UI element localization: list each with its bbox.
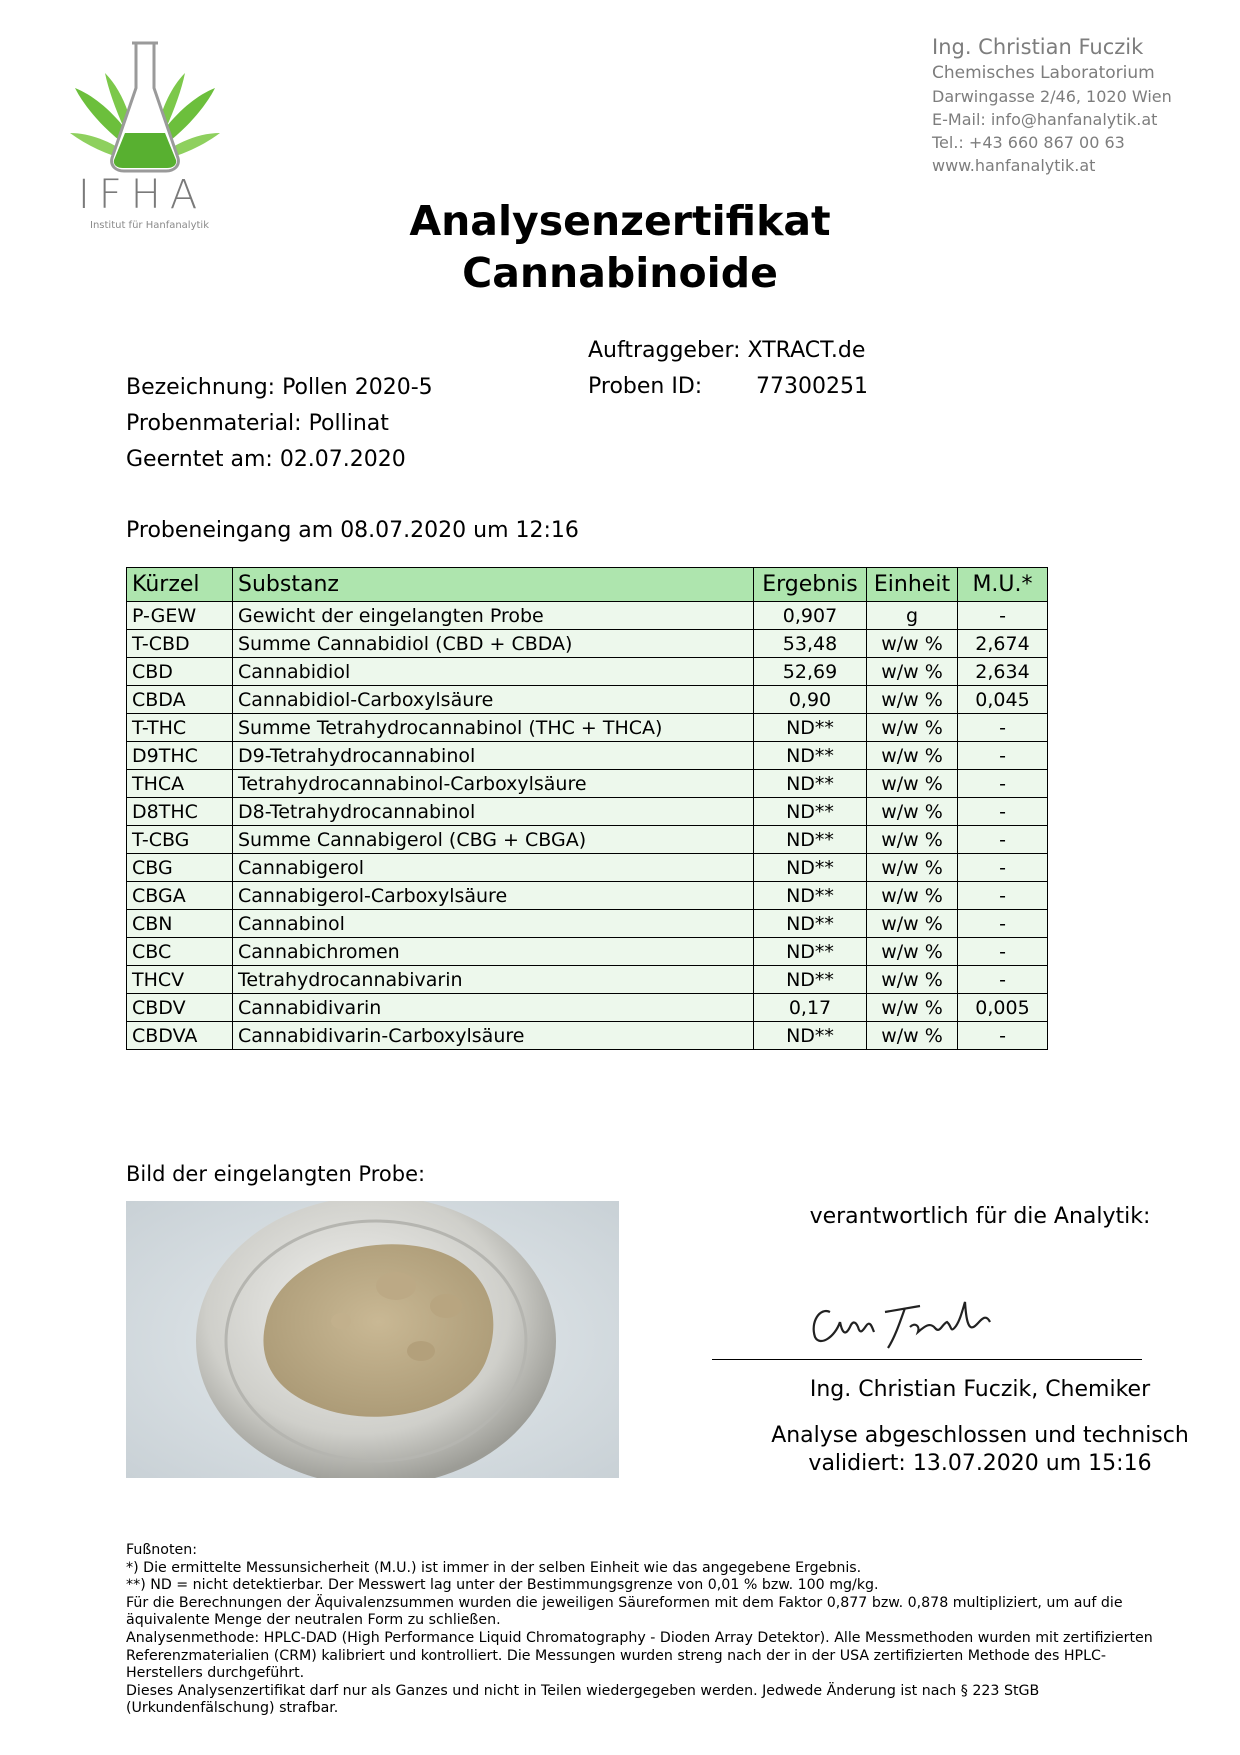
cell-einheit: w/w % bbox=[867, 910, 958, 938]
cell-kuerzel: CBDA bbox=[127, 686, 233, 714]
footnote: Für die Berechnungen der Äquivalenzsummen wurden die jeweiligen Säureformen mit dem Faktor 0,877 bzw. 0,878 multipliziert, um auf die äquivalente Menge der neutralen Form zu schließen. bbox=[126, 1594, 1123, 1629]
cell-kuerzel: T-THC bbox=[127, 714, 233, 742]
cell-substanz: D8-Tetrahydrocannabinol bbox=[233, 798, 754, 826]
client-info bbox=[588, 333, 868, 405]
table-row bbox=[127, 714, 1048, 742]
cell-substanz: Cannabidivarin-Carboxylsäure bbox=[233, 1022, 754, 1050]
responsible-label: verantwortlich für die Analytik: bbox=[809, 1204, 1151, 1229]
table-row bbox=[127, 630, 1048, 658]
sample-designation: Bezeichnung: Pollen 2020-5 bbox=[126, 375, 433, 400]
cell-ergebnis: ND** bbox=[754, 966, 867, 994]
cell-substanz: Cannabinol bbox=[233, 910, 754, 938]
table-row bbox=[127, 770, 1048, 798]
cell-substanz: Tetrahydrocannabivarin bbox=[233, 966, 754, 994]
table-row bbox=[127, 854, 1048, 882]
signer-name: Ing. Christian Fuczik, Chemiker bbox=[809, 1377, 1151, 1402]
table-header-row bbox=[127, 568, 1048, 602]
cell-mu: 2,634 bbox=[958, 658, 1048, 686]
cell-mu: - bbox=[958, 770, 1048, 798]
cell-mu: - bbox=[958, 826, 1048, 854]
logo-subtitle: Institut für Hanfanalytik bbox=[90, 220, 209, 231]
cell-einheit: w/w % bbox=[867, 938, 958, 966]
cell-substanz: Gewicht der eingelangten Probe bbox=[233, 602, 754, 630]
cell-mu: - bbox=[958, 854, 1048, 882]
cell-kuerzel: CBC bbox=[127, 938, 233, 966]
footnotes bbox=[126, 1542, 1166, 1718]
cell-kuerzel: CBD bbox=[127, 658, 233, 686]
cell-ergebnis: ND** bbox=[754, 882, 867, 910]
cell-einheit: w/w % bbox=[867, 854, 958, 882]
cell-mu: - bbox=[958, 602, 1048, 630]
cell-ergebnis: ND** bbox=[754, 854, 867, 882]
cell-kuerzel: T-CBG bbox=[127, 826, 233, 854]
cell-mu: 0,045 bbox=[958, 686, 1048, 714]
cell-kuerzel: THCA bbox=[127, 770, 233, 798]
table-row bbox=[127, 882, 1048, 910]
cell-ergebnis: 0,17 bbox=[754, 994, 867, 1022]
cell-ergebnis: ND** bbox=[754, 742, 867, 770]
cell-ergebnis: 0,907 bbox=[754, 602, 867, 630]
cell-ergebnis: ND** bbox=[754, 770, 867, 798]
cell-einheit: w/w % bbox=[867, 686, 958, 714]
cell-ergebnis: ND** bbox=[754, 826, 867, 854]
table-row bbox=[127, 602, 1048, 630]
title-line-1: Analysenzertifikat bbox=[409, 197, 831, 245]
cell-mu: - bbox=[958, 714, 1048, 742]
cell-mu: - bbox=[958, 938, 1048, 966]
cell-kuerzel: CBDVA bbox=[127, 1022, 233, 1050]
sample-info bbox=[126, 370, 433, 478]
table-row bbox=[127, 994, 1048, 1022]
table-row bbox=[127, 798, 1048, 826]
cell-substanz: D9-Tetrahydrocannabinol bbox=[233, 742, 754, 770]
cell-mu: - bbox=[958, 742, 1048, 770]
cell-einheit: w/w % bbox=[867, 882, 958, 910]
header-einheit: Einheit bbox=[867, 568, 958, 602]
cell-einheit: g bbox=[867, 602, 958, 630]
cell-kuerzel: CBDV bbox=[127, 994, 233, 1022]
table-row bbox=[127, 658, 1048, 686]
cell-kuerzel: D8THC bbox=[127, 798, 233, 826]
table-row bbox=[127, 826, 1048, 854]
client-label: Auftraggeber: bbox=[588, 338, 741, 363]
cell-mu: - bbox=[958, 1022, 1048, 1050]
table-row bbox=[127, 1022, 1048, 1050]
cell-einheit: w/w % bbox=[867, 826, 958, 854]
page-title bbox=[0, 195, 1240, 299]
cell-mu: - bbox=[958, 966, 1048, 994]
cell-ergebnis: ND** bbox=[754, 938, 867, 966]
cell-substanz: Summe Cannabigerol (CBG + CBGA) bbox=[233, 826, 754, 854]
cell-ergebnis: ND** bbox=[754, 714, 867, 742]
cell-substanz: Cannabidiol-Carboxylsäure bbox=[233, 686, 754, 714]
sample-harvest-date: Geerntet am: 02.07.2020 bbox=[126, 447, 406, 472]
sample-photo bbox=[126, 1201, 619, 1478]
cell-substanz: Cannabigerol-Carboxylsäure bbox=[233, 882, 754, 910]
cell-einheit: w/w % bbox=[867, 630, 958, 658]
signature-line bbox=[712, 1359, 1142, 1360]
footnote: Dieses Analysenzertifikat darf nur als Ganzes und nicht in Teilen wiedergegeben werden. Jedwede Änderung ist nach § 223 StGB (Urkundenfälschung) strafbar. bbox=[126, 1682, 1040, 1717]
footnote: *) Die ermittelte Messunsicherheit (M.U.) ist immer in der selben Einheit wie das angegebene Ergebnis. bbox=[126, 1559, 862, 1576]
cell-mu: - bbox=[958, 910, 1048, 938]
validation-line-1: Analyse abgeschlossen und technisch bbox=[771, 1423, 1189, 1448]
footnote: Fußnoten: bbox=[126, 1542, 198, 1558]
cell-ergebnis: ND** bbox=[754, 798, 867, 826]
sample-material: Probenmaterial: Pollinat bbox=[126, 411, 389, 436]
cell-einheit: w/w % bbox=[867, 1022, 958, 1050]
cell-kuerzel: CBGA bbox=[127, 882, 233, 910]
header-mu: M.U.* bbox=[958, 568, 1048, 602]
header-substanz: Substanz bbox=[233, 568, 754, 602]
cell-kuerzel: P-GEW bbox=[127, 602, 233, 630]
results-table bbox=[126, 567, 1048, 1050]
cell-einheit: w/w % bbox=[867, 714, 958, 742]
table-body bbox=[127, 602, 1048, 1050]
footnote: Analysenmethode: HPLC-DAD (High Performance Liquid Chromatography - Dioden Array Detektor). Alle Messmethoden wurden mit zertifizierten Referenzmaterialien (CRM) kalibriert und kontrolliert. Die Messungen wurden streng nach der in der USA zertifizierten Methode des HPLC-Herstellers durchgeführt. bbox=[126, 1629, 1153, 1682]
cell-einheit: w/w % bbox=[867, 798, 958, 826]
validation-statement bbox=[700, 1422, 1240, 1478]
cell-kuerzel: T-CBD bbox=[127, 630, 233, 658]
cell-substanz: Tetrahydrocannabinol-Carboxylsäure bbox=[233, 770, 754, 798]
lab-header bbox=[932, 32, 1172, 177]
cell-substanz: Summe Tetrahydrocannabinol (THC + THCA) bbox=[233, 714, 754, 742]
lab-name: Ing. Christian Fuczik bbox=[932, 35, 1144, 59]
cell-mu: 2,674 bbox=[958, 630, 1048, 658]
cell-substanz: Summe Cannabidiol (CBD + CBDA) bbox=[233, 630, 754, 658]
footnote: **) ND = nicht detektierbar. Der Messwert lag unter der Bestimmungsgrenze von 0,01 % bzw. 100 mg/kg. bbox=[126, 1577, 879, 1594]
title-line-2: Cannabinoide bbox=[462, 249, 778, 297]
header-kuerzel: Kürzel bbox=[127, 568, 233, 602]
cell-substanz: Cannabidiol bbox=[233, 658, 754, 686]
table-row bbox=[127, 910, 1048, 938]
cell-kuerzel: THCV bbox=[127, 966, 233, 994]
handwritten-signature bbox=[800, 1282, 1040, 1352]
cell-einheit: w/w % bbox=[867, 658, 958, 686]
cell-kuerzel: CBN bbox=[127, 910, 233, 938]
cell-mu: - bbox=[958, 798, 1048, 826]
cell-ergebnis: ND** bbox=[754, 1022, 867, 1050]
header-ergebnis: Ergebnis bbox=[754, 568, 867, 602]
lab-email: E-Mail: info@hanfanalytik.at bbox=[932, 110, 1158, 129]
cell-kuerzel: D9THC bbox=[127, 742, 233, 770]
cell-substanz: Cannabidivarin bbox=[233, 994, 754, 1022]
cell-einheit: w/w % bbox=[867, 966, 958, 994]
cell-ergebnis: ND** bbox=[754, 910, 867, 938]
cell-ergebnis: 0,90 bbox=[754, 686, 867, 714]
cell-substanz: Cannabichromen bbox=[233, 938, 754, 966]
sample-receipt: Probeneingang am 08.07.2020 um 12:16 bbox=[126, 518, 579, 543]
cell-ergebnis: 53,48 bbox=[754, 630, 867, 658]
sample-id-value: 77300251 bbox=[756, 374, 868, 399]
cell-mu: 0,005 bbox=[958, 994, 1048, 1022]
cell-mu: - bbox=[958, 882, 1048, 910]
table-row bbox=[127, 938, 1048, 966]
table-row bbox=[127, 966, 1048, 994]
table-row bbox=[127, 742, 1048, 770]
image-caption: Bild der eingelangten Probe: bbox=[126, 1162, 426, 1186]
cell-einheit: w/w % bbox=[867, 770, 958, 798]
logo-text: IFHA bbox=[78, 172, 207, 218]
cell-einheit: w/w % bbox=[867, 742, 958, 770]
cell-einheit: w/w % bbox=[867, 994, 958, 1022]
sample-id-label: Proben ID: bbox=[588, 374, 703, 399]
table-row bbox=[127, 686, 1048, 714]
lab-phone: Tel.: +43 660 867 00 63 bbox=[932, 133, 1125, 152]
client-value: XTRACT.de bbox=[747, 338, 866, 363]
lab-address: Darwingasse 2/46, 1020 Wien bbox=[932, 87, 1172, 106]
cell-ergebnis: 52,69 bbox=[754, 658, 867, 686]
cell-kuerzel: CBG bbox=[127, 854, 233, 882]
cell-substanz: Cannabigerol bbox=[233, 854, 754, 882]
validation-line-2: validiert: 13.07.2020 um 15:16 bbox=[808, 1451, 1152, 1476]
lab-department: Chemisches Laboratorium bbox=[932, 63, 1155, 83]
lab-website: www.hanfanalytik.at bbox=[932, 156, 1096, 175]
